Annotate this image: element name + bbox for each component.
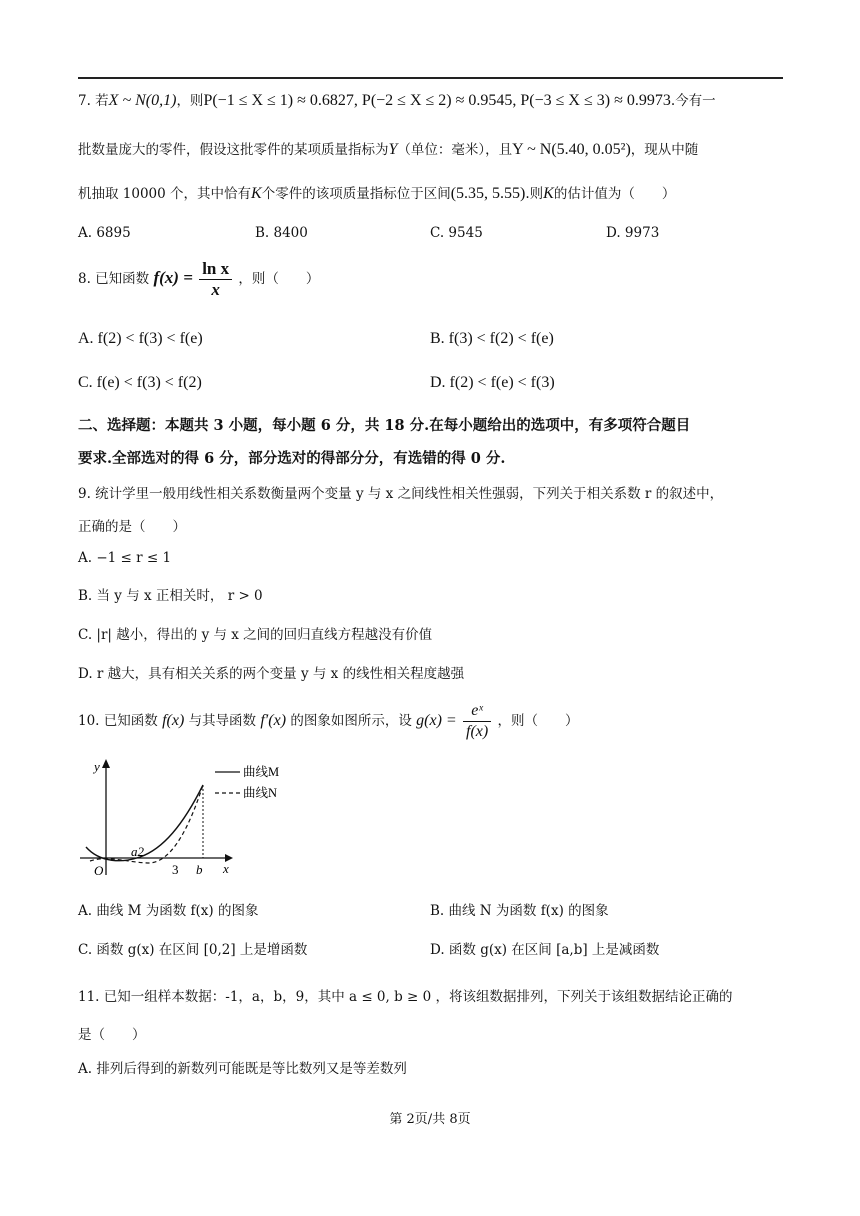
curve-n <box>90 785 203 863</box>
q7-line3: 机抽取 10000 个，其中恰有K个零件的该项质量指标位于区间(5.35, 5.55).则K的估计值为（ ） <box>78 185 676 202</box>
q11-option-a: A. 排列后得到的新数列可能既是等比数列又是等差数列 <box>78 1061 407 1077</box>
page-footer: 第 2页/共 8页 <box>389 1112 471 1127</box>
section2-heading-line1: 二、选择题：本题共 3 小题，每小题 6 分，共 18 分.在每小题给出的选项中，有多项符合题目 <box>78 417 691 434</box>
tick-b-label: b <box>196 862 203 877</box>
q7-option-d: D. 9973 <box>606 225 660 241</box>
q10-stem: 10. 已知函数 f(x) 与其导函数 f′(x) 的图象如图所示，设 g(x) = $\frac{\text{eˣ}}{f(x)}$ ，则（ ） <box>78 702 579 740</box>
q9-option-c: C. |r| 越小，得出的 y 与 x 之间的回归直线方程越没有价值 <box>78 627 433 643</box>
tick-3-label: 3 <box>172 862 179 877</box>
legend-m-label: 曲线M <box>243 765 280 779</box>
section2-heading-line2: 要求.全部选对的得 6 分，部分选对的得部分分，有选错的得 0 分. <box>78 450 506 467</box>
q8-option-c: C. f(e) < f(3) < f(2) <box>78 374 202 391</box>
x-axis-label: x <box>223 861 229 876</box>
q8-stem: 8. 已知函数 f(x) = $\frac{\text{ln x}}{x}$ ，则（ ） <box>78 259 320 299</box>
q10-option-c: C. 函数 g(x) 在区间 [0,2] 上是增函数 <box>78 942 308 958</box>
top-rule <box>78 77 783 79</box>
q9-line2: 正确的是（ ） <box>78 519 186 535</box>
legend-n-label: 曲线N <box>243 786 278 800</box>
curve-m <box>86 785 203 861</box>
q10-option-b: B. 曲线 N 为函数 f(x) 的图象 <box>430 903 609 919</box>
q7-line2: 批数量庞大的零件，假设这批零件的某项质量指标为Y（单位：毫米），且Y ~ N(5.40, 0.05²)，现从中随 <box>78 141 699 158</box>
q7-option-c: C. 9545 <box>430 225 483 241</box>
q9-option-d: D. r 越大，具有相关关系的两个变量 y 与 x 的线性相关程度越强 <box>78 666 465 682</box>
q8-fraction: $\frac{\text{ln x}}{x}$ <box>199 259 232 300</box>
y-axis-label: y <box>94 759 100 774</box>
q10-option-a: A. 曲线 M 为函数 f(x) 的图象 <box>78 903 259 919</box>
q8-option-d: D. f(2) < f(e) < f(3) <box>430 374 555 391</box>
q10-graph <box>78 755 288 880</box>
q8-option-b: B. f(3) < f(2) < f(e) <box>430 330 554 347</box>
q11-line2: 是（ ） <box>78 1027 146 1043</box>
q8-option-a: A. f(2) < f(3) < f(e) <box>78 330 203 347</box>
origin-label: O <box>94 863 104 878</box>
q10-option-d: D. 函数 g(x) 在区间 [a,b] 上是减函数 <box>430 942 660 958</box>
q9-option-a: A. −1 ≤ r ≤ 1 <box>78 550 172 566</box>
q9-line1: 9. 统计学里一般用线性相关系数衡量两个变量 y 与 x 之间线性相关性强弱，下列关于相关系数 r 的叙述中， <box>78 486 724 502</box>
q9-option-b: B. 当 y 与 x 正相关时， r > 0 <box>78 588 263 604</box>
q7-option-b: B. 8400 <box>255 225 308 241</box>
tick-a2-label: a2 <box>131 844 144 859</box>
q10-fraction: $\frac{\text{eˣ}}{f(x)}$ <box>463 701 491 742</box>
y-axis-arrow <box>102 759 110 768</box>
q7-line1: 7. 若X ~ N(0,1)，则P(−1 ≤ X ≤ 1) ≈ 0.6827, P(−2 ≤ X ≤ 2) ≈ 0.9545, P(−3 ≤ X ≤ 3) ≈ 0.9973.今有一 <box>78 92 716 109</box>
q11-line1: 11. 已知一组样本数据：-1，a，b，9，其中 a ≤ 0, b ≥ 0 ，将该组数据排列，下列关于该组数据结论正确的 <box>78 989 733 1005</box>
q7-option-a: A. 6895 <box>78 225 131 241</box>
